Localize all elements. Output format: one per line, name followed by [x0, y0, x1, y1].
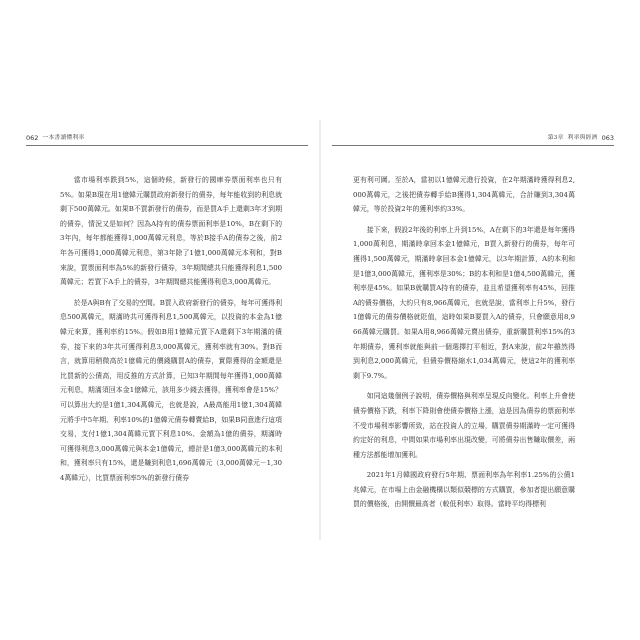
- paragraph: 於是A與B有了交易的空間。B買入政府新發行的債券，每年可獲得利息500萬韓元，期滿時共可獲得利息1,500萬韓元，以投資的本金為1億韓元來算，獲利率約15%。假如B用1億韓元買下A還剩下3年期滿的債券，接下來的3年共可獲得利息3,000萬韓元，獲利率就有30%。對B而言，就算用稍微高於1億韓元的價錢購買A的債券，實際獲得的金額還是比買新的公債高，用反推的方式計算，已知3年期間每年獲得1,000萬韓元利息，期滿須回本金1億韓元，該用多少錢去獲得，獲利率會是15%？可以算出大約是1億1,304萬韓元，也就是說，A最高能用1億1,304萬韓元將手中5年期、利率10%的1億韓元債券轉賣給B，如果B同意進行這項交易，支付1億1,304萬韓元買下利息10%、金額為1億的債券，期滿時可獲得利息3,000萬韓元與本金1億韓元，總計是1億3,000萬韓元的本利和，獲利率只有15%，還是賺到利息1,696萬韓元（3,000萬韓元－1,304萬韓元），比買票面利率5%的新發行債券: [60, 298, 282, 482]
- left-running-title: 一本書讀懂利率: [42, 135, 85, 141]
- right-page-number: 063: [601, 134, 614, 142]
- paragraph: 當市場利率跌到5%，這個時候，新發行的國庫券票面利率也只有5%。如果B現在用1億韓元購買政府新發行的債券，每年能收到的利息就剩下500萬韓元。如果B不買新發行的債券，而是買A手上還剩3年才到期的債券，情況又是如何？因為A持有的債券票面利率是10%，B在剩下的3年內，每年都能獲得1,000萬韓元利息，等於B接手A的債券之後，前2年各可獲得1,000萬韓元利息，第3年除了1億1,000萬韓元本利和，對B來說，買票面利率為5%的新發行債券，3年期間總共只能獲得利息1,500萬韓元；若買下A手上的債券，3年期間總共能獲得利息3,000萬韓元。: [60, 176, 282, 287]
- left-header-rule: [26, 145, 308, 146]
- chapter-label: 第3章: [547, 135, 564, 141]
- paragraph: 2021年1月韓國政府發行5年期、票面利率為年利率1.25%的公債1兆韓元，在市場上由金融機構以類似競標的方式購買，參加者提出願意購買的價格後，由開價最高者（較低利率）取得。當時平均得標利: [353, 471, 575, 509]
- right-page: [320, 0, 640, 640]
- left-page-number: 062: [26, 134, 39, 142]
- paragraph: 接下來，假設2年後的利率上升到15%，A在剩下的3年還是每年獲得1,000萬利息，期滿時拿回本金1億韓元，B買入新發行的債券，每年可獲得1,500萬韓元，期滿時拿回本金1億韓元，以3年期計算，A的本利和是1億3,000萬韓元，獲利率是30%；B的本利和是1億4,500萬韓元，獲利率是45%。如果B就購買A持有的債券，並且希望獲利率有45%，回推A的債券價格，大約只有8,966萬韓元，也就是說，當利率上升5%，發行1億韓元的債券價格就貶值，這時如果B要買入A的債券，只會願意用8,966萬韓元購買。如果A用8,966萬韓元賣出債券，重新購買利率15%的3年期債券，獲利率就能與前一個選擇打平相近，對A來說，前2年雖然得到利息2,000萬韓元，但債券價格縮水1,034萬韓元，使這2年的獲利率剩下9.7%。: [353, 225, 576, 380]
- paragraph: 更有利可圖。至於A，當初以1億韓元進行投資，在2年期滿時獲得利息2,000萬韓元，之後把債券轉手給B獲得1,304萬韓元，合計賺到3,304萬韓元，等於投資2年的獲利率約33%。: [353, 176, 575, 214]
- right-running-title: 利率與經濟: [567, 135, 598, 141]
- right-header-rule: [332, 145, 614, 146]
- left-running-head: [26, 133, 84, 143]
- right-body-text: [353, 173, 575, 518]
- right-running-head: [548, 133, 614, 143]
- paragraph: 如同這幾個例子說明，債券價格與利率呈現反向變化。利率上升會使債券價格下跌，利率下降則會使債券價格上漲，這是因為債券的票面利率不受市場利率影響所致，站在投資人的立場，購買債券期滿時一定可獲得約定好的利息，中間如果市場利率出現改變，可將債券出售賺取價差，兩種方法都能增加獲利。: [353, 392, 575, 459]
- left-body-text: [60, 173, 282, 491]
